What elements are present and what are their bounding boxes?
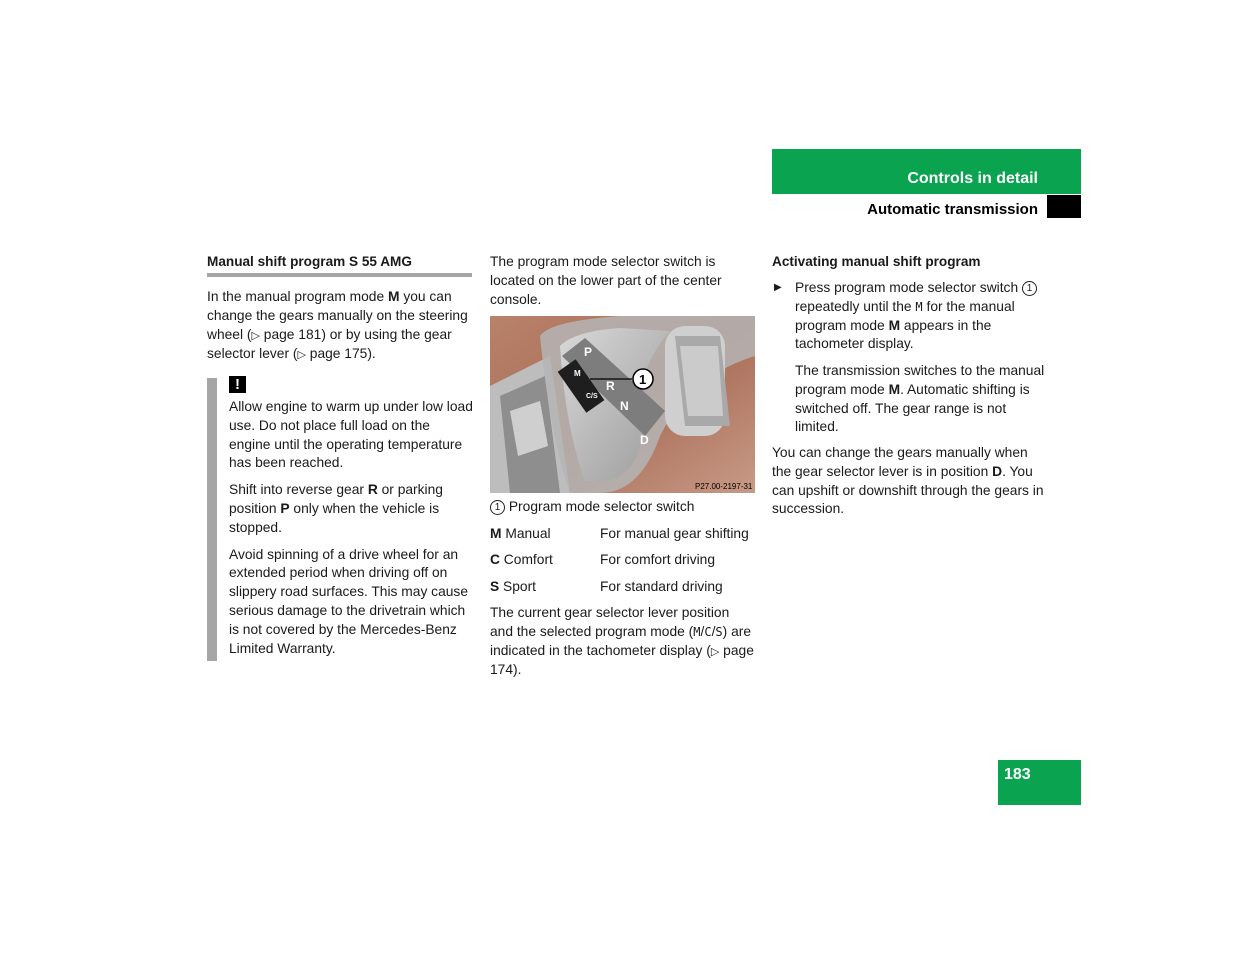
- warning-text: [229, 398, 473, 658]
- col3-final: You can change the gears manually when the gear selector lever is in position D. You can upshift or downshift through the gears in succession.: [772, 445, 1044, 517]
- warning-para-2: Shift into reverse gear R or parking position P only when the vehicle is stopped.: [229, 482, 443, 535]
- section-title: Controls in detail: [907, 170, 1038, 187]
- col3-heading: Activating manual shift program: [772, 254, 981, 269]
- col1-intro: In the manual program mode M you can change the gears manually on the steering wheel (▷ page 181) or by using the gear selector lever (▷ page 175).: [207, 289, 468, 362]
- col3-step: Press program mode selector switch 1 repeatedly until the M for the manual program mode M appears in the tachometer display.: [795, 279, 1045, 354]
- gear-n-label: N: [620, 399, 629, 413]
- warning-para-1: Allow engine to warm up under low load use. Do not place full load on the engine until the operating temperature has been reached.: [229, 399, 473, 471]
- caption-callout-icon: 1: [490, 500, 505, 515]
- col2-note: The current gear selector lever position and the selected program mode (M/C/S) are indicated in the tachometer display (▷ page 174).: [490, 605, 754, 678]
- table-row: C Comfort For comfort driving: [490, 552, 716, 567]
- image-caption: 1 Program mode selector switch: [490, 498, 694, 517]
- switch-cs-label: C/S: [586, 393, 598, 400]
- warning-para-3: Avoid spinning of a drive wheel for an extended period when driving off on slippery road surfaces. This may cause serious damage to the drivetrain which is not covered by the Mercedes-Benz Limited Warranty.: [229, 546, 468, 656]
- table-row: M Manual For manual gear shifting: [490, 526, 749, 541]
- header-black-tab: [1047, 195, 1081, 218]
- image-code: P27.00-2197-31: [695, 482, 753, 491]
- col2-intro: The program mode selector switch is located on the lower part of the center console.: [490, 254, 722, 307]
- bullet-icon: ▶: [774, 282, 782, 293]
- warning-icon: !: [229, 376, 246, 393]
- col1-heading: Manual shift program S 55 AMG: [207, 254, 412, 269]
- callout-1-label: 1: [639, 372, 647, 387]
- col3-result: The transmission switches to the manual program mode M. Automatic shifting is switched off. The gear range is not limited.: [795, 363, 1045, 435]
- subsection-title: Automatic transmission: [867, 201, 1038, 218]
- table-row: S Sport For standard driving: [490, 579, 723, 594]
- switch-m-label: M: [574, 369, 581, 378]
- heading-rule: [207, 273, 472, 277]
- selector-switch-illustration: [490, 316, 755, 493]
- step-callout-icon: 1: [1022, 281, 1037, 296]
- gear-d-label: D: [640, 433, 649, 447]
- selector-switch-image: [490, 316, 755, 493]
- page-number: 183: [1004, 766, 1031, 783]
- warning-bar: [207, 378, 217, 661]
- gear-r-label: R: [606, 379, 615, 393]
- gear-p-label: P: [584, 345, 593, 359]
